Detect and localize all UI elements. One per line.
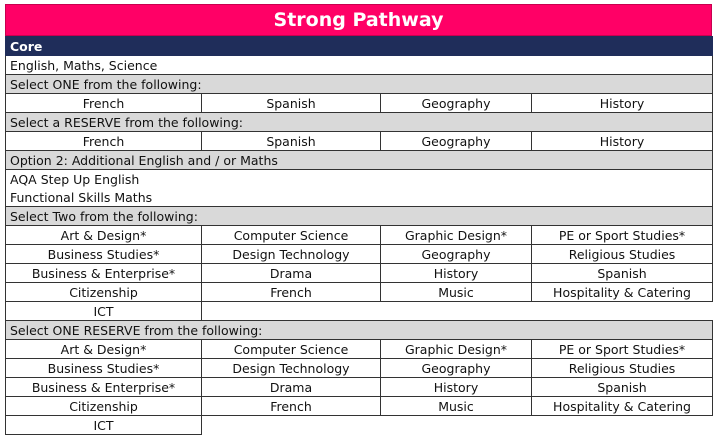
core-subjects-row (6, 56, 713, 75)
table-row (6, 245, 713, 264)
section-header-row (6, 151, 713, 170)
subject-cell: Graphic Design* (381, 340, 532, 359)
subject-cell: Music (381, 283, 532, 302)
subject-cell: Graphic Design* (381, 226, 532, 245)
subject-cell: PE or Sport Studies* (532, 340, 713, 359)
page-title: Strong Pathway (5, 4, 712, 36)
subject-cell: Geography (381, 359, 532, 378)
section-header-row (6, 321, 713, 340)
subject-cell: Religious Studies (532, 245, 713, 264)
table-row (6, 132, 713, 151)
table-row (6, 359, 713, 378)
empty-cell (202, 302, 713, 321)
subject-cell: French (202, 397, 381, 416)
table-row (6, 94, 713, 113)
option-cell: French (6, 94, 202, 113)
option-cell: French (6, 132, 202, 151)
select-one-heading: Select ONE from the following: (6, 75, 713, 94)
select-one-reserve-heading: Select ONE RESERVE from the following: (6, 321, 713, 340)
subject-cell: Hospitality & Catering (532, 397, 713, 416)
table-row (6, 378, 713, 397)
subject-cell: Citizenship (6, 283, 202, 302)
select-two-heading: Select Two from the following: (6, 207, 713, 226)
subject-cell: Geography (381, 245, 532, 264)
table-row (6, 340, 713, 359)
subject-cell: Computer Science (202, 226, 381, 245)
subject-cell: French (202, 283, 381, 302)
subject-cell: Spanish (532, 378, 713, 397)
table-row (6, 283, 713, 302)
subject-cell: Business Studies* (6, 359, 202, 378)
core-heading: Core (6, 37, 713, 56)
subject-cell: Hospitality & Catering (532, 283, 713, 302)
section-header-row (6, 75, 713, 94)
subject-cell: ICT (6, 302, 202, 321)
reserve-heading: Select a RESERVE from the following: (6, 113, 713, 132)
subject-cell: Business & Enterprise* (6, 378, 202, 397)
subject-cell: History (381, 378, 532, 397)
table-row (6, 226, 713, 245)
subject-cell: History (381, 264, 532, 283)
table-row (6, 416, 713, 435)
table-row (6, 170, 713, 189)
core-header-row (6, 37, 713, 56)
option2-item: AQA Step Up English (6, 170, 713, 189)
subject-cell: Music (381, 397, 532, 416)
subject-cell: ICT (6, 416, 202, 435)
subject-cell: Spanish (532, 264, 713, 283)
subject-cell: Drama (202, 264, 381, 283)
subject-cell: PE or Sport Studies* (532, 226, 713, 245)
option-cell: Spanish (202, 94, 381, 113)
subject-cell: Design Technology (202, 245, 381, 264)
pathway-table (5, 36, 713, 435)
table-row (6, 397, 713, 416)
subject-cell: Drama (202, 378, 381, 397)
subject-cell: Art & Design* (6, 340, 202, 359)
option-cell: Spanish (202, 132, 381, 151)
empty-cell (202, 416, 713, 435)
subject-cell: Art & Design* (6, 226, 202, 245)
subject-cell: Religious Studies (532, 359, 713, 378)
section-header-row (6, 113, 713, 132)
option-cell: History (532, 94, 713, 113)
option-cell: Geography (381, 132, 532, 151)
option2-heading: Option 2: Additional English and / or Maths (6, 151, 713, 170)
pathway-sheet (5, 4, 712, 435)
option-cell: Geography (381, 94, 532, 113)
subject-cell: Computer Science (202, 340, 381, 359)
table-row (6, 188, 713, 207)
table-row (6, 264, 713, 283)
table-row (6, 302, 713, 321)
option2-item: Functional Skills Maths (6, 188, 713, 207)
section-header-row (6, 207, 713, 226)
subject-cell: Business & Enterprise* (6, 264, 202, 283)
subject-cell: Business Studies* (6, 245, 202, 264)
core-subjects: English, Maths, Science (6, 56, 713, 75)
subject-cell: Citizenship (6, 397, 202, 416)
subject-cell: Design Technology (202, 359, 381, 378)
option-cell: History (532, 132, 713, 151)
